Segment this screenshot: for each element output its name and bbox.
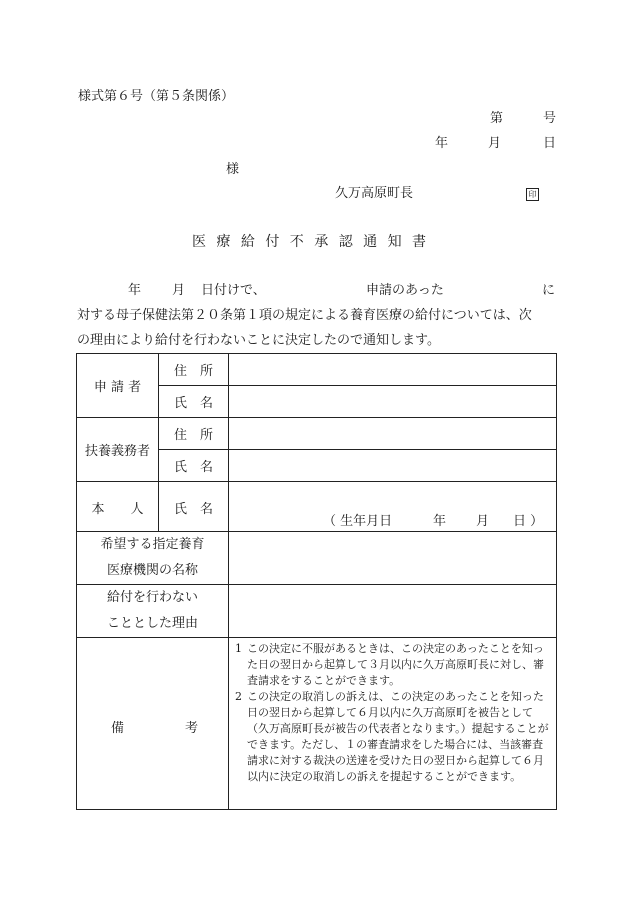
guardian-address-field[interactable] (229, 418, 557, 450)
guardian-name-field[interactable] (229, 450, 557, 482)
page-title: 医 療 給 付 不 承 認 通 知 書 (192, 234, 430, 250)
doc-number-suffix: 号 (543, 111, 557, 126)
remarks-label-cell: 備 考 (77, 638, 229, 810)
issuer: 久万高原町長 (335, 186, 414, 201)
remarks-notes (229, 638, 557, 810)
body-year: 年 (128, 283, 142, 298)
birth-year: 年 (433, 514, 447, 529)
body-date-text: 日付けで、 (201, 283, 266, 298)
guardian-name-label: 氏 名 (159, 450, 229, 482)
addressee-suffix: 様 (226, 162, 240, 177)
applicant-label-cell: 申 請 者 (77, 354, 159, 418)
note-item: 2 この決定の取消しの訴えは、この決定のあったことを知った日の翌日から起算して６月以内に久万高原町を被告として（久万高原町長が被告の代表者となります。）提起することができます。ただし、１の審査請求をした場合には、当該審査請求に対する裁決の送達を受けた日の翌日から起算して６月以内に決定の取消しの訴えを提起することができます。 (235, 690, 549, 783)
guardian-label-cell: 扶養義務者 (77, 418, 159, 482)
reason-field[interactable] (229, 585, 557, 638)
seal-mark: 印 (526, 187, 539, 201)
date-day: 日 (543, 136, 557, 151)
birth-prefix: （ 生年月日 (323, 514, 393, 529)
applicant-name-label: 氏 名 (159, 386, 229, 418)
body-line2: 対する母子保健法第２０条第１項の規定による養育医療の給付については、次 (77, 308, 532, 323)
person-name-field[interactable] (229, 482, 557, 532)
doc-number-prefix: 第 (490, 111, 504, 126)
date-year: 年 (435, 136, 449, 151)
body-request: 申請のあった (366, 283, 444, 298)
applicant-address-field[interactable] (229, 354, 557, 386)
person-name-label: 氏 名 (159, 482, 229, 532)
birth-month: 月 (476, 514, 490, 529)
birth-day: 日 ） (513, 514, 544, 529)
note-item: 1 この決定に不服があるときは、この決定のあったことを知った日の翌日から起算して３月以内に久万高原町長に対し、審査請求をすることができます。 (235, 642, 544, 687)
body-line3: の理由により給付を行わないことに決定したので通知します。 (77, 333, 440, 348)
institution-label-cell: 希望する指定養育 医療機関の名称 (77, 532, 229, 585)
date-month: 月 (488, 136, 502, 151)
reason-label-cell: 給付を行わない こととした理由 (77, 585, 229, 638)
applicant-address-label: 住 所 (159, 354, 229, 386)
person-label-cell: 本 人 (77, 482, 159, 532)
form-number: 様式第６号（第５条関係） (78, 89, 235, 104)
form-table (76, 353, 557, 810)
guardian-address-label: 住 所 (159, 418, 229, 450)
body-line1-end: に (542, 283, 556, 298)
body-month: 月 (172, 283, 186, 298)
applicant-name-field[interactable] (229, 386, 557, 418)
institution-name-field[interactable] (229, 532, 557, 585)
